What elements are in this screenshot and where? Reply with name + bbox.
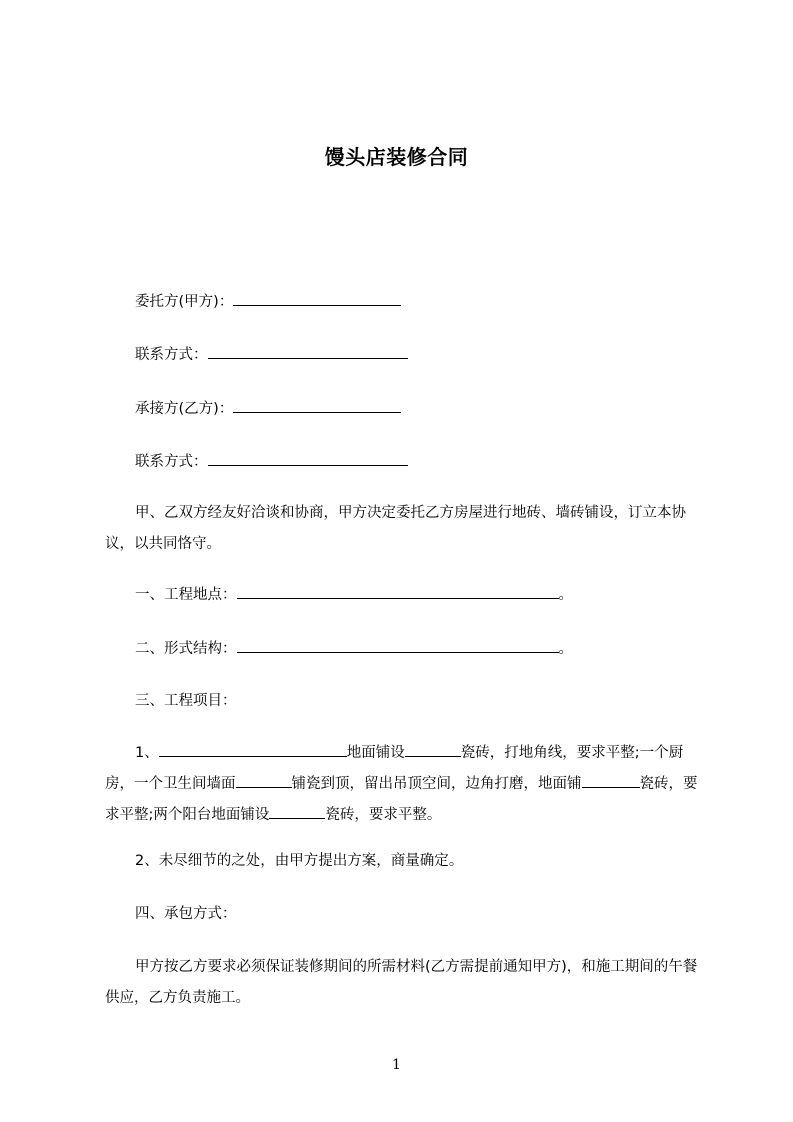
party-a-contact-blank[interactable] — [208, 344, 408, 359]
item-1-blank-wall-tile[interactable] — [236, 773, 292, 788]
party-a-blank[interactable] — [233, 291, 401, 306]
item-1-paragraph — [105, 738, 705, 831]
party-a-contact-label: 联系方式： — [135, 347, 208, 363]
item-1-blank-area[interactable] — [159, 742, 347, 757]
party-a-field — [135, 291, 401, 312]
section-4-body — [105, 952, 705, 1014]
intro-paragraph — [105, 498, 705, 560]
item-1-prefix: 1、 — [135, 745, 159, 761]
structure-blank[interactable] — [237, 638, 559, 653]
item-1-text-2: 瓷砖，打地角线，要求平整;一个厨房，一个卫生间墙面 — [105, 745, 684, 792]
item-1-text-1: 地面铺设 — [346, 745, 405, 761]
intro-text: 甲、乙双方经友好洽谈和协商，甲方决定委托乙方房屋进行地砖、墙砖铺设，订立本协议，以共同恪守。 — [105, 505, 686, 552]
party-b-contact-field — [135, 451, 408, 472]
party-b-contact-blank[interactable] — [208, 451, 408, 466]
section-1-label: 一、工程地点： — [135, 587, 237, 603]
page-number: 1 — [392, 1057, 401, 1073]
item-1-text-5: 瓷砖，要求平整。 — [325, 807, 442, 823]
party-a-label: 委托方(甲方)： — [135, 294, 234, 310]
section-4-text: 甲方按乙方要求必须保证装修期间的所需材料(乙方需提前通知甲方)，和施工期间的午餐供应，乙方负责施工。 — [105, 959, 698, 1006]
item-1-blank-floor-tile[interactable] — [405, 742, 461, 757]
section-4-heading: 四、承包方式： — [135, 906, 237, 922]
location-blank[interactable] — [237, 584, 559, 599]
section-2-label: 二、形式结构： — [135, 641, 237, 657]
section-2-end: 。 — [558, 641, 573, 657]
section-2-structure — [135, 638, 573, 659]
party-a-contact-field — [135, 344, 408, 365]
party-b-label: 承接方(乙方)： — [135, 401, 234, 417]
item-1-text-3: 铺瓷到顶，留出吊顶空间，边角打磨，地面铺 — [291, 776, 582, 792]
item-1-blank-kitchen-floor[interactable] — [582, 773, 640, 788]
party-b-field — [135, 398, 401, 419]
party-b-blank[interactable] — [233, 398, 401, 413]
section-3-heading: 三、工程项目： — [135, 693, 237, 709]
document-title: 馒头店装修合同 — [324, 145, 469, 169]
section-1-location — [135, 584, 573, 605]
item-1-blank-balcony-tile[interactable] — [269, 804, 325, 819]
party-b-contact-label: 联系方式： — [135, 454, 208, 470]
item-1-text-4: 瓷砖，要求平整;两个阳台地面铺设 — [105, 776, 698, 823]
item-2: 2、未尽细节的之处，由甲方提出方案，商量确定。 — [135, 853, 464, 869]
section-1-end: 。 — [558, 587, 573, 603]
